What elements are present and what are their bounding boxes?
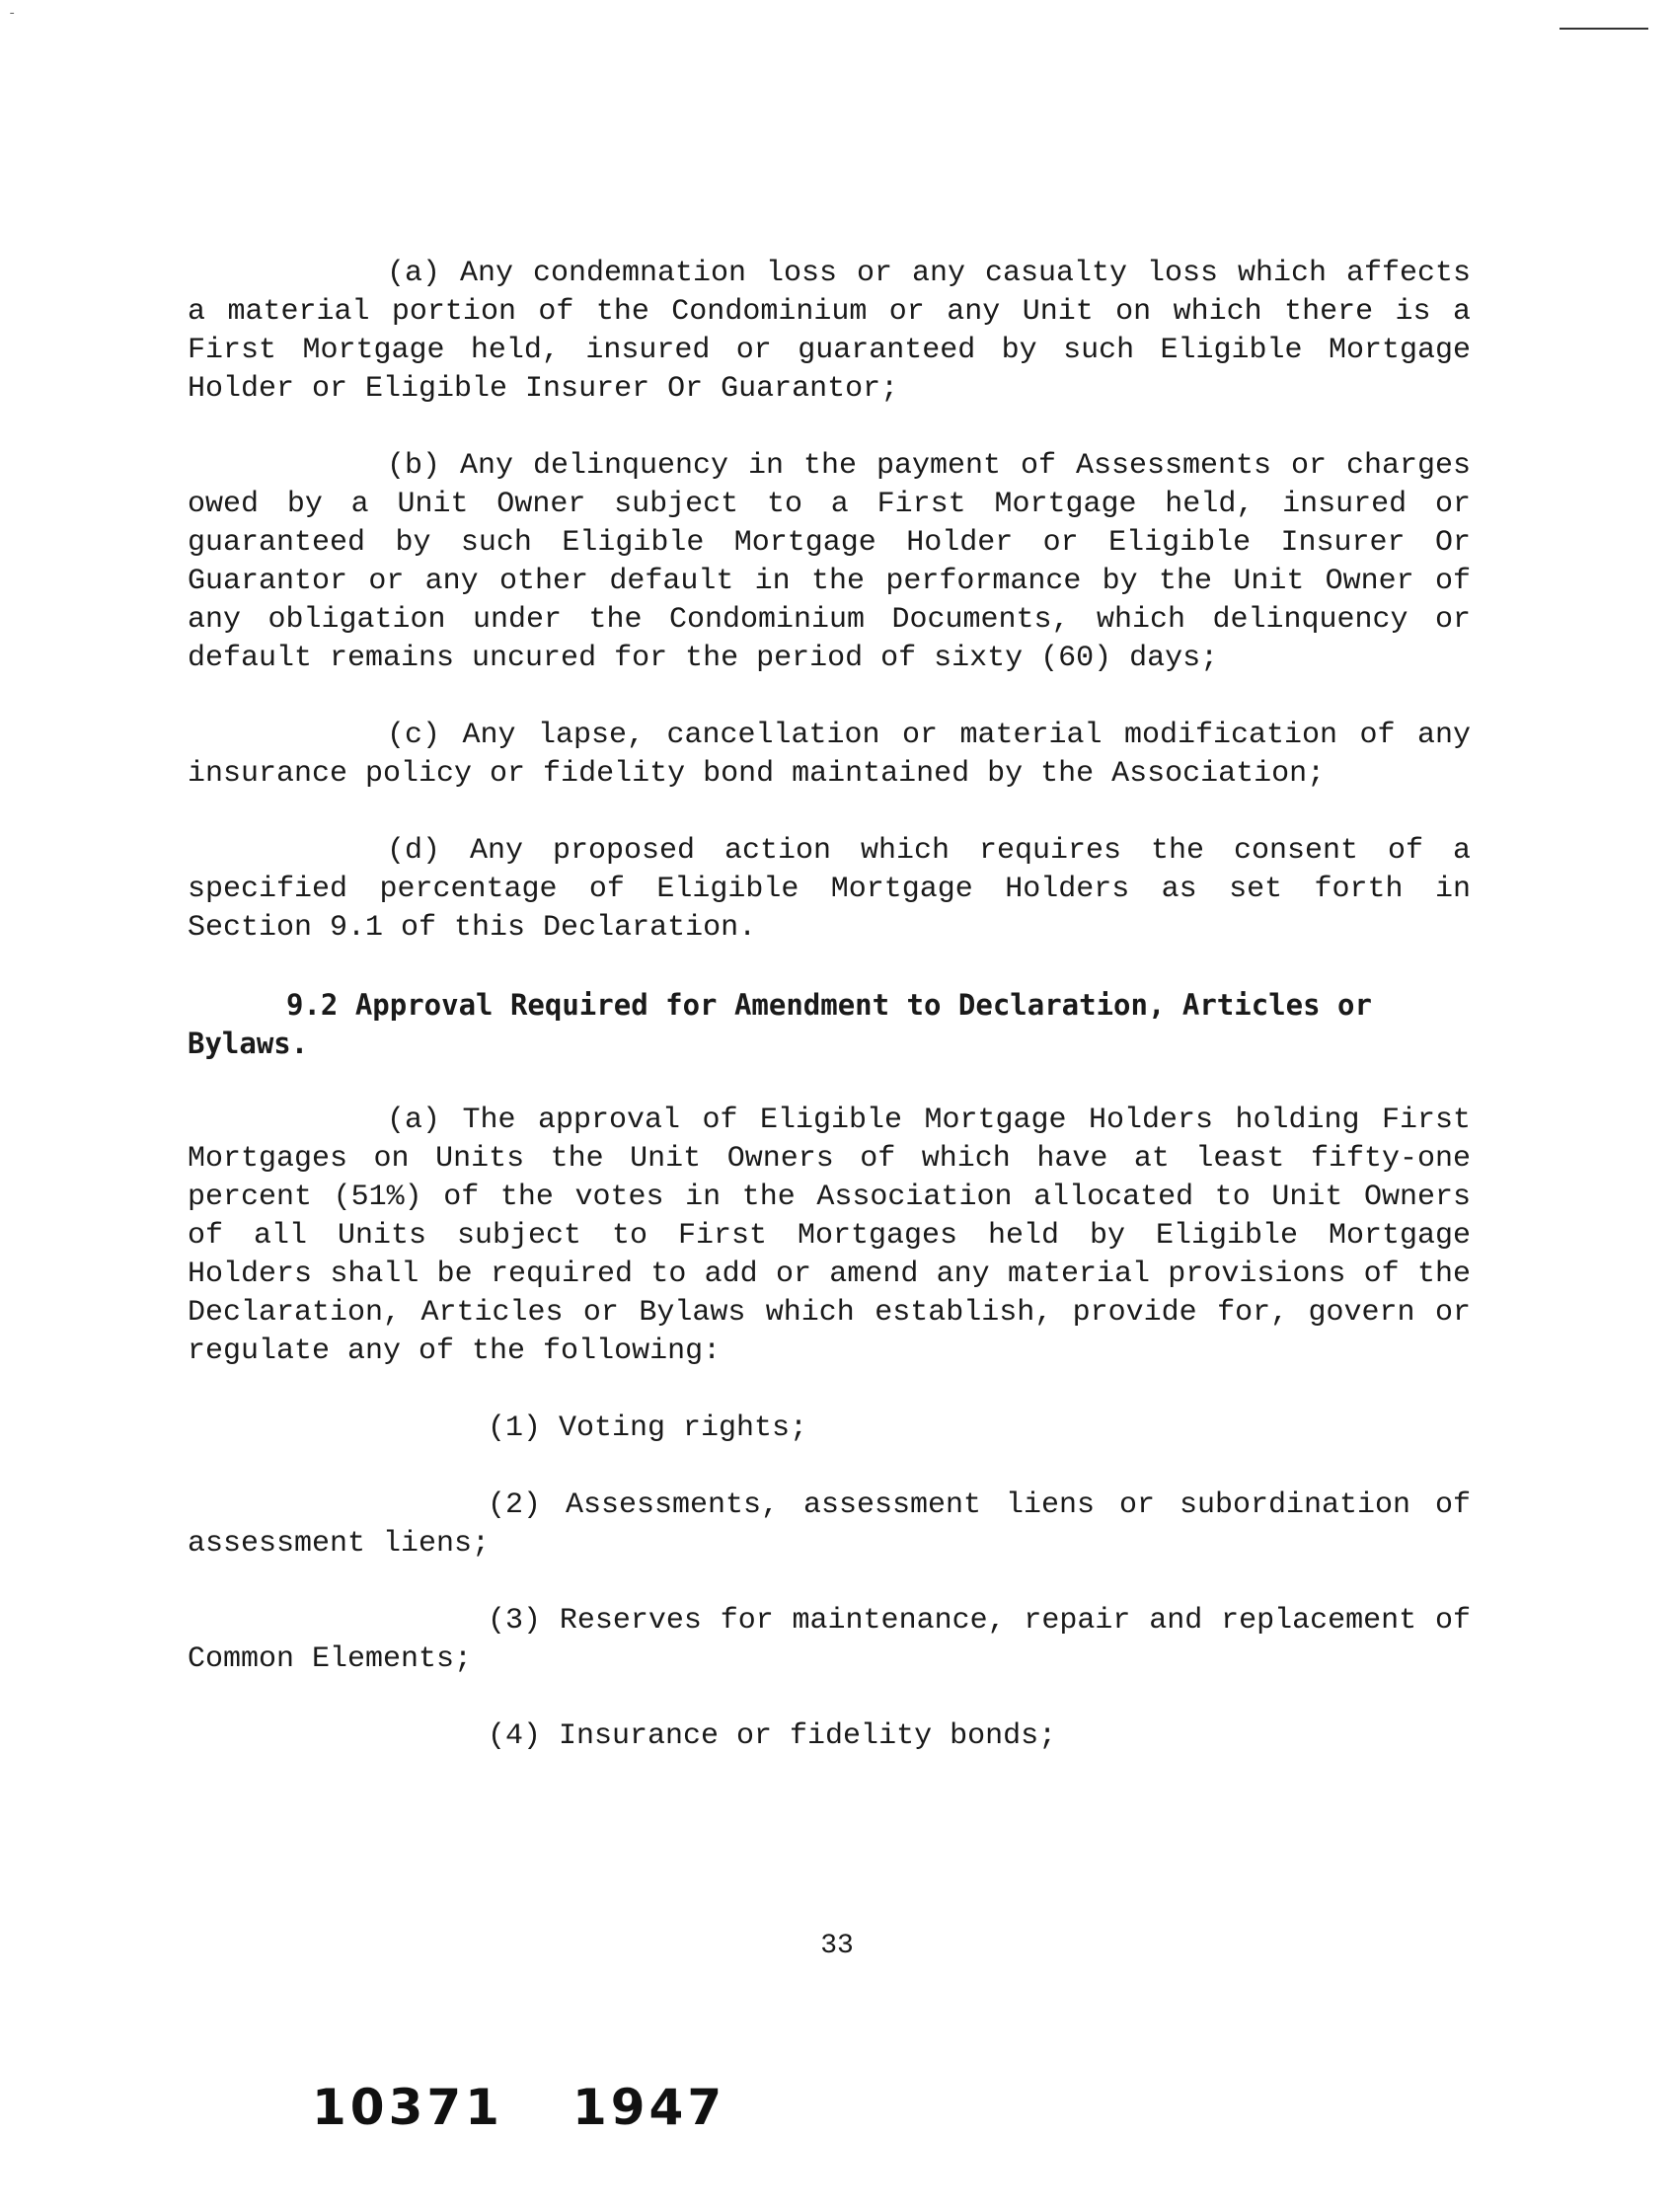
list-item-3: (3) Reserves for maintenance, repair and replacement of Common Elements; <box>188 1604 1471 1676</box>
list-item-1: (1) Voting rights; <box>488 1411 808 1445</box>
paragraph-d: (d) Any proposed action which requires the consent of a specified percentage of Eligible Mortgage Holders as set forth in Section 9.1 of this Declaration. <box>188 834 1471 945</box>
list-item-4: (4) Insurance or fidelity bonds; <box>488 1719 1057 1753</box>
section-intro: (a) The approval of Eligible Mortgage Holders holding First Mortgages on Units the Unit Owners of which have at least fifty-one percent (51%) of the votes in the Association allocated to Unit Owners of all Units subject to First Mortgages held by Eligible Mortgage Holders shall be required to add or amend any material provisions of the Declaration, Articles or Bylaws which establish, provide for, govern or regulate any of the following: <box>188 1104 1471 1368</box>
top-rule <box>1560 28 1648 30</box>
book-number: 10371 <box>312 2079 503 2136</box>
scan-corner-mark: - <box>8 6 17 22</box>
paragraph-a: (a) Any condemnation loss or any casualty loss which affects a material portion of the Condominium or any Unit on which there is a First Mortgage held, insured or guaranteed by such Eligible Mortgage Holder or Eligible Insurer Or Guarantor; <box>188 257 1471 406</box>
list-item-2: (2) Assessments, assessment liens or subordination of assessment liens; <box>188 1488 1471 1561</box>
body-text <box>188 255 1471 1794</box>
page-stamp-number: 1947 <box>571 2079 726 2136</box>
paragraph-b: (b) Any delinquency in the payment of Assessments or charges owed by a Unit Owner subject to a First Mortgage held, insured or guaranteed by such Eligible Mortgage Holder or Eligible Insurer Or Guarantor or any other default in the performance by the Unit Owner of any obligation under the Condominium Documents, which delinquency or default remains uncured for the period of sixty (60) days; <box>188 449 1471 675</box>
paragraph-c: (c) Any lapse, cancellation or material modification of any insurance policy or fidelity bond maintained by the Association; <box>188 719 1471 791</box>
section-heading: 9.2 Approval Required for Amendment to Declaration, Articles or Bylaws. <box>188 988 1372 1060</box>
recording-stamp <box>312 2079 795 2136</box>
page-number: 33 <box>820 1931 854 1961</box>
